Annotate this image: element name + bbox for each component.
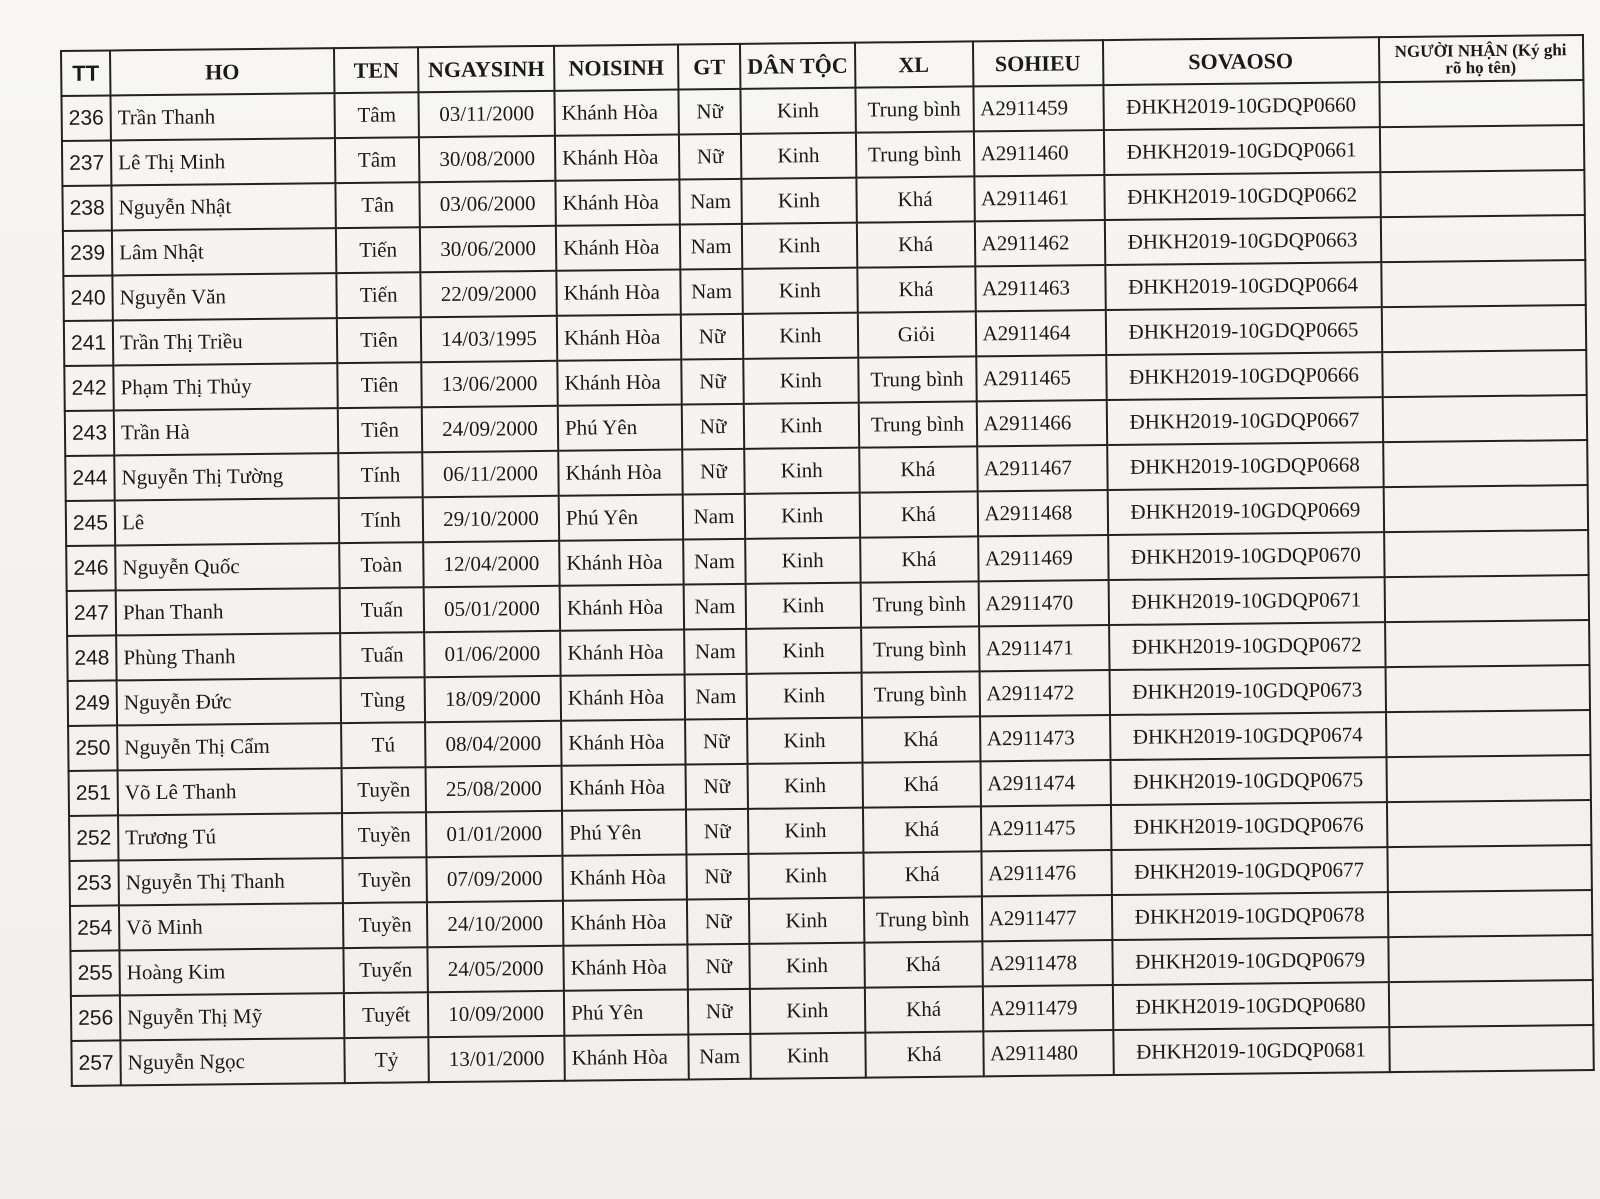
cell-signature	[1388, 980, 1592, 1027]
cell-sohieu: A2911480	[983, 1030, 1113, 1076]
cell-xl: Khá	[862, 806, 980, 852]
cell-ngaysinh: 18/09/2000	[425, 676, 561, 722]
cell-noisinh: Khánh Hòa	[559, 540, 683, 586]
cell-ho: Phạm Thị Thủy	[113, 363, 337, 410]
cell-ten: Tâm	[335, 137, 419, 183]
header-dantoc: DÂN TỘC	[740, 43, 855, 89]
cell-gt: Nam	[683, 494, 745, 540]
cell-gt: Nữ	[678, 89, 740, 135]
cell-ngaysinh: 24/09/2000	[422, 406, 558, 452]
cell-sovaoso: ĐHKH2019-10GDQP0667	[1106, 397, 1382, 445]
cell-gt: Nam	[680, 269, 742, 315]
cell-sohieu: A2911477	[981, 895, 1111, 941]
header-tt: TT	[61, 50, 111, 96]
cell-signature	[1386, 710, 1590, 757]
cell-tt: 244	[65, 455, 115, 501]
cell-sovaoso: ĐHKH2019-10GDQP0674	[1110, 712, 1386, 760]
cell-ho: Lê Thị Minh	[111, 138, 335, 185]
cell-xl: Trung bình	[855, 86, 973, 132]
cell-tt: 242	[64, 365, 114, 411]
cell-ho: Nguyễn Văn	[112, 273, 336, 320]
cell-gt: Nữ	[685, 719, 747, 765]
cell-sohieu: A2911470	[978, 580, 1108, 626]
cell-sohieu: A2911459	[973, 85, 1103, 131]
cell-tt: 243	[65, 410, 115, 456]
cell-signature	[1385, 620, 1589, 667]
cell-dantoc: Kinh	[747, 673, 862, 719]
cell-ten: Tuyền	[343, 902, 427, 948]
cell-xl: Trung bình	[860, 581, 978, 627]
cell-xl: Khá	[859, 491, 977, 537]
cell-sovaoso: ĐHKH2019-10GDQP0681	[1113, 1027, 1389, 1075]
cell-xl: Khá	[856, 176, 974, 222]
cell-signature	[1383, 485, 1587, 532]
cell-signature	[1381, 260, 1585, 307]
cell-xl: Trung bình	[863, 896, 981, 942]
cell-dantoc: Kinh	[748, 763, 863, 809]
cell-tt: 245	[66, 500, 116, 546]
cell-gt: Nữ	[682, 449, 744, 495]
header-gt: GT	[678, 44, 740, 90]
cell-noisinh: Khánh Hòa	[555, 180, 679, 226]
cell-tt: 256	[71, 995, 121, 1041]
cell-ten: Tính	[339, 497, 423, 543]
cell-tt: 248	[67, 635, 117, 681]
cell-xl: Khá	[864, 986, 982, 1032]
cell-gt: Nữ	[687, 944, 749, 990]
cell-ngaysinh: 25/08/2000	[426, 766, 562, 812]
cell-signature	[1382, 350, 1586, 397]
cell-ngaysinh: 03/06/2000	[419, 181, 555, 227]
cell-sovaoso: ĐHKH2019-10GDQP0665	[1105, 307, 1381, 355]
cell-dantoc: Kinh	[741, 178, 856, 224]
cell-noisinh: Khánh Hòa	[557, 360, 681, 406]
cell-sovaoso: ĐHKH2019-10GDQP0662	[1104, 172, 1380, 220]
cell-dantoc: Kinh	[749, 943, 864, 989]
cell-ngaysinh: 01/01/2000	[426, 811, 562, 857]
cell-xl: Trung bình	[858, 401, 976, 447]
cell-tt: 246	[66, 545, 116, 591]
cell-ngaysinh: 10/09/2000	[428, 991, 564, 1037]
cell-noisinh: Phú Yên	[562, 809, 686, 855]
cell-ngaysinh: 13/01/2000	[428, 1036, 564, 1082]
table-body	[61, 80, 1593, 1086]
cell-gt: Nam	[683, 539, 745, 585]
cell-sohieu: A2911460	[973, 130, 1103, 176]
cell-noisinh: Khánh Hòa	[561, 719, 685, 765]
cell-signature	[1387, 890, 1591, 937]
cell-ho: Trương Tú	[118, 813, 342, 860]
cell-signature	[1380, 170, 1584, 217]
cell-tt: 250	[68, 725, 118, 771]
cell-ngaysinh: 24/10/2000	[427, 901, 563, 947]
cell-xl: Trung bình	[861, 671, 979, 717]
cell-ho: Nguyễn Quốc	[115, 543, 339, 590]
cell-xl: Trung bình	[861, 626, 979, 672]
cell-signature	[1382, 395, 1586, 442]
cell-noisinh: Khánh Hòa	[561, 674, 685, 720]
cell-gt: Nam	[684, 629, 746, 675]
header-xl: XL	[854, 41, 972, 87]
cell-ho: Nguyễn Thị Cẩm	[117, 723, 341, 770]
cell-dantoc: Kinh	[742, 223, 857, 269]
cell-noisinh: Khánh Hòa	[558, 450, 682, 496]
cell-sohieu: A2911463	[975, 265, 1105, 311]
cell-ho: Phan Thanh	[116, 588, 340, 635]
header-signature: NGƯỜI NHẬN (Ký ghi rõ họ tên)	[1378, 35, 1582, 82]
cell-sovaoso: ĐHKH2019-10GDQP0678	[1111, 892, 1387, 940]
cell-ngaysinh: 30/06/2000	[420, 226, 556, 272]
cell-dantoc: Kinh	[742, 268, 857, 314]
cell-dantoc: Kinh	[740, 88, 855, 134]
cell-tt: 255	[70, 950, 120, 996]
cell-sovaoso: ĐHKH2019-10GDQP0680	[1112, 982, 1388, 1030]
cell-tt: 241	[64, 320, 114, 366]
cell-ten: Tiến	[336, 272, 420, 318]
cell-xl: Khá	[856, 221, 974, 267]
cell-xl: Khá	[863, 851, 981, 897]
cell-ho: Nguyễn Nhật	[111, 183, 335, 230]
cell-dantoc: Kinh	[741, 133, 856, 179]
cell-sohieu: A2911473	[980, 715, 1110, 761]
cell-ten: Tuyền	[343, 857, 427, 903]
cell-signature	[1379, 125, 1583, 172]
graduate-list-table	[60, 34, 1594, 1087]
cell-tt: 240	[63, 275, 113, 321]
cell-gt: Nam	[684, 584, 746, 630]
cell-ho: Trần Hà	[114, 408, 338, 455]
cell-ten: Tuyết	[344, 992, 428, 1038]
cell-tt: 253	[69, 860, 119, 906]
cell-gt: Nữ	[686, 809, 748, 855]
cell-ngaysinh: 08/04/2000	[425, 721, 561, 767]
cell-sohieu: A2911474	[980, 760, 1110, 806]
cell-noisinh: Khánh Hòa	[563, 899, 687, 945]
cell-ten: Tiên	[337, 317, 421, 363]
cell-noisinh: Khánh Hòa	[556, 270, 680, 316]
cell-ho: Phùng Thanh	[116, 633, 340, 680]
cell-ngaysinh: 06/11/2000	[422, 451, 558, 497]
cell-noisinh: Phú Yên	[559, 495, 683, 541]
cell-ho: Trần Thanh	[111, 93, 335, 140]
cell-noisinh: Khánh Hòa	[563, 944, 687, 990]
cell-tt: 257	[71, 1040, 121, 1086]
cell-gt: Nam	[688, 1034, 750, 1080]
cell-ho: Hoàng Kim	[119, 948, 343, 995]
cell-xl: Khá	[860, 536, 978, 582]
cell-dantoc: Kinh	[743, 358, 858, 404]
cell-signature	[1388, 935, 1592, 982]
cell-dantoc: Kinh	[746, 628, 861, 674]
cell-xl: Khá	[857, 266, 975, 312]
cell-noisinh: Khánh Hòa	[562, 764, 686, 810]
cell-ngaysinh: 14/03/1995	[421, 316, 557, 362]
cell-xl: Khá	[865, 1031, 983, 1077]
cell-dantoc: Kinh	[750, 1033, 865, 1079]
cell-tt: 251	[69, 770, 119, 816]
header-ngaysinh: NGAYSINH	[418, 46, 554, 92]
cell-gt: Nữ	[688, 989, 750, 1035]
cell-sohieu: A2911465	[976, 355, 1106, 401]
cell-sovaoso: ĐHKH2019-10GDQP0673	[1109, 667, 1385, 715]
cell-tt: 252	[69, 815, 119, 861]
cell-xl: Khá	[864, 941, 982, 987]
cell-ten: Tuấn	[340, 632, 424, 678]
cell-ho: Nguyễn Đức	[117, 678, 341, 725]
cell-sovaoso: ĐHKH2019-10GDQP0672	[1109, 622, 1385, 670]
cell-sohieu: A2911475	[980, 805, 1110, 851]
cell-sohieu: A2911464	[975, 310, 1105, 356]
cell-tt: 238	[62, 185, 112, 231]
cell-ten: Tuyến	[343, 947, 427, 993]
cell-tt: 249	[68, 680, 118, 726]
cell-dantoc: Kinh	[744, 403, 859, 449]
cell-ten: Tuyền	[342, 767, 426, 813]
cell-gt: Nữ	[679, 134, 741, 180]
cell-sohieu: A2911479	[982, 985, 1112, 1031]
cell-ngaysinh: 12/04/2000	[423, 541, 559, 587]
cell-noisinh: Khánh Hòa	[556, 225, 680, 271]
cell-xl: Khá	[862, 716, 980, 762]
cell-signature	[1384, 575, 1588, 622]
cell-signature	[1389, 1025, 1593, 1072]
cell-noisinh: Khánh Hòa	[557, 315, 681, 361]
header-sohieu: SOHIEU	[972, 40, 1102, 86]
cell-sohieu: A2911472	[979, 670, 1109, 716]
cell-sohieu: A2911478	[982, 940, 1112, 986]
cell-sovaoso: ĐHKH2019-10GDQP0670	[1108, 532, 1384, 580]
cell-ten: Tâm	[335, 92, 419, 138]
cell-xl: Giỏi	[857, 311, 975, 357]
cell-ten: Toàn	[339, 542, 423, 588]
cell-ngaysinh: 07/09/2000	[427, 856, 563, 902]
cell-sovaoso: ĐHKH2019-10GDQP0677	[1111, 847, 1387, 895]
cell-signature	[1385, 665, 1589, 712]
cell-sovaoso: ĐHKH2019-10GDQP0679	[1112, 937, 1388, 985]
cell-ngaysinh: 29/10/2000	[423, 496, 559, 542]
cell-dantoc: Kinh	[743, 313, 858, 359]
cell-tt: 239	[63, 230, 113, 276]
cell-gt: Nữ	[681, 359, 743, 405]
cell-tt: 254	[70, 905, 120, 951]
cell-sovaoso: ĐHKH2019-10GDQP0676	[1110, 802, 1386, 850]
cell-ten: Tùng	[341, 677, 425, 723]
cell-sohieu: A2911469	[978, 535, 1108, 581]
cell-ten: Tiến	[336, 227, 420, 273]
cell-noisinh: Khánh Hòa	[564, 1034, 688, 1080]
cell-signature	[1386, 800, 1590, 847]
cell-ngaysinh: 13/06/2000	[421, 361, 557, 407]
header-sovaoso: SOVAOSO	[1102, 37, 1378, 85]
cell-sovaoso: ĐHKH2019-10GDQP0666	[1106, 352, 1382, 400]
cell-sohieu: A2911462	[974, 220, 1104, 266]
cell-noisinh: Phú Yên	[558, 405, 682, 451]
cell-ho: Nguyễn Thị Thanh	[119, 858, 343, 905]
cell-sohieu: A2911466	[976, 400, 1106, 446]
cell-ten: Tiên	[337, 362, 421, 408]
cell-signature	[1379, 80, 1583, 127]
cell-noisinh: Phú Yên	[564, 989, 688, 1035]
cell-ho: Võ Minh	[119, 903, 343, 950]
cell-gt: Nam	[679, 179, 741, 225]
cell-ngaysinh: 03/11/2000	[419, 91, 555, 137]
cell-sovaoso: ĐHKH2019-10GDQP0671	[1108, 577, 1384, 625]
cell-dantoc: Kinh	[745, 493, 860, 539]
cell-xl: Trung bình	[855, 131, 973, 177]
cell-sovaoso: ĐHKH2019-10GDQP0675	[1110, 757, 1386, 805]
cell-noisinh: Khánh Hòa	[560, 584, 684, 630]
cell-gt: Nữ	[681, 314, 743, 360]
cell-ho: Võ Lê Thanh	[118, 768, 342, 815]
cell-ho: Nguyễn Thị Mỹ	[120, 993, 344, 1040]
cell-dantoc: Kinh	[750, 988, 865, 1034]
cell-sovaoso: ĐHKH2019-10GDQP0669	[1107, 487, 1383, 535]
cell-sohieu: A2911471	[979, 625, 1109, 671]
cell-xl: Khá	[862, 761, 980, 807]
cell-ho: Trần Thị Triều	[113, 318, 337, 365]
cell-noisinh: Khánh Hòa	[555, 90, 679, 136]
cell-tt: 247	[67, 590, 117, 636]
cell-ho: Nguyễn Ngọc	[120, 1038, 344, 1085]
cell-ngaysinh: 01/06/2000	[424, 631, 560, 677]
cell-ngaysinh: 30/08/2000	[419, 136, 555, 182]
cell-ten: Tuấn	[340, 587, 424, 633]
cell-dantoc: Kinh	[749, 853, 864, 899]
cell-gt: Nữ	[686, 764, 748, 810]
cell-noisinh: Khánh Hòa	[563, 854, 687, 900]
header-ho: HO	[110, 48, 334, 95]
header-ten: TEN	[334, 47, 418, 93]
cell-gt: Nữ	[687, 854, 749, 900]
cell-ten: Tú	[341, 722, 425, 768]
cell-ho: Lê	[115, 498, 339, 545]
cell-tt: 237	[62, 140, 112, 186]
cell-ngaysinh: 05/01/2000	[424, 586, 560, 632]
cell-sovaoso: ĐHKH2019-10GDQP0663	[1104, 217, 1380, 265]
cell-sohieu: A2911467	[977, 445, 1107, 491]
cell-tt: 236	[61, 95, 111, 141]
cell-sovaoso: ĐHKH2019-10GDQP0661	[1103, 127, 1379, 175]
cell-ten: Tuyền	[342, 812, 426, 858]
cell-xl: Khá	[859, 446, 977, 492]
cell-sovaoso: ĐHKH2019-10GDQP0668	[1107, 442, 1383, 490]
cell-gt: Nam	[680, 224, 742, 270]
cell-ten: Tỷ	[344, 1037, 428, 1083]
cell-gt: Nam	[685, 674, 747, 720]
cell-noisinh: Khánh Hòa	[555, 135, 679, 181]
cell-sohieu: A2911461	[974, 175, 1104, 221]
cell-gt: Nữ	[687, 899, 749, 945]
cell-dantoc: Kinh	[744, 448, 859, 494]
header-noisinh: NOISINH	[554, 45, 678, 91]
cell-signature	[1387, 845, 1591, 892]
cell-noisinh: Khánh Hòa	[560, 629, 684, 675]
cell-dantoc: Kinh	[747, 718, 862, 764]
cell-dantoc: Kinh	[748, 808, 863, 854]
cell-signature	[1381, 305, 1585, 352]
cell-dantoc: Kinh	[746, 583, 861, 629]
cell-dantoc: Kinh	[745, 538, 860, 584]
cell-ten: Tiên	[338, 407, 422, 453]
cell-sovaoso: ĐHKH2019-10GDQP0664	[1105, 262, 1381, 310]
cell-signature	[1386, 755, 1590, 802]
cell-xl: Trung bình	[858, 356, 976, 402]
cell-sovaoso: ĐHKH2019-10GDQP0660	[1103, 82, 1379, 130]
cell-dantoc: Kinh	[749, 898, 864, 944]
cell-signature	[1380, 215, 1584, 262]
cell-ten: Tân	[335, 182, 419, 228]
cell-gt: Nữ	[682, 404, 744, 450]
cell-ten: Tính	[338, 452, 422, 498]
cell-sohieu: A2911476	[981, 850, 1111, 896]
cell-ngaysinh: 24/05/2000	[427, 946, 563, 992]
cell-signature	[1383, 440, 1587, 487]
cell-sohieu: A2911468	[977, 490, 1107, 536]
cell-ngaysinh: 22/09/2000	[420, 271, 556, 317]
cell-signature	[1384, 530, 1588, 577]
cell-ho: Nguyễn Thị Tường	[114, 453, 338, 500]
cell-ho: Lâm Nhật	[112, 228, 336, 275]
